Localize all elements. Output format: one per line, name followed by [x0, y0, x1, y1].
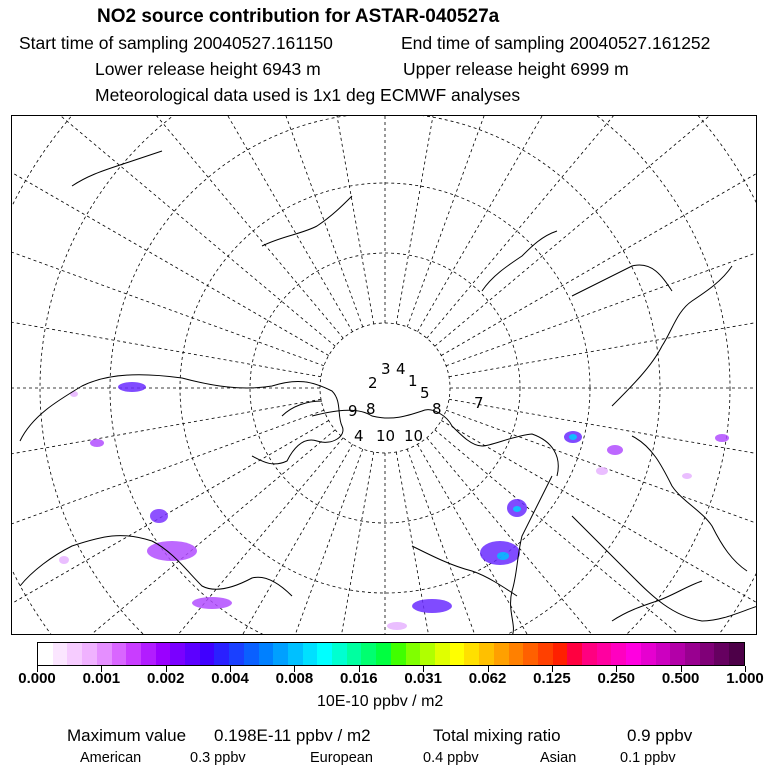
plume-patch: [192, 597, 232, 609]
colorbar-cell: [538, 643, 553, 665]
colorbar-cell: [170, 643, 185, 665]
plume-patch: [607, 445, 623, 455]
meridian-line: [12, 232, 321, 377]
colorbar-cell: [641, 643, 656, 665]
colorbar-cell: [685, 643, 700, 665]
trajectory-marker: 9: [348, 402, 358, 420]
trajectory-marker: 10: [404, 427, 424, 445]
meridian-line: [12, 116, 329, 356]
colorbar-cell: [729, 643, 744, 665]
colorbar-cell: [38, 643, 53, 665]
colorbar-cell: [82, 643, 97, 665]
upper-height-text: Upper release height 6999 m: [403, 59, 629, 79]
colorbar-cell: [523, 643, 538, 665]
coastline: [612, 266, 732, 406]
meridian-line: [12, 116, 324, 366]
trajectory-marker: 3: [381, 360, 391, 378]
meridian-line: [12, 116, 343, 338]
colorbar-tick-label: 0.000: [18, 670, 56, 687]
colorbar-cell: [670, 643, 685, 665]
colorbar-cell: [200, 643, 215, 665]
meridian-line: [12, 399, 321, 544]
colorbar-cell: [406, 643, 421, 665]
plume-patch: [387, 622, 407, 630]
colorbar-cell: [288, 643, 303, 665]
coastline: [482, 231, 557, 291]
colorbar-cell: [626, 643, 641, 665]
colorbar: [37, 642, 745, 666]
coastline: [72, 151, 162, 186]
colorbar-cell: [450, 643, 465, 665]
european-label: European: [310, 750, 373, 766]
colorbar-cell: [303, 643, 318, 665]
plume-patch: [150, 509, 168, 523]
colorbar-cell: [464, 643, 479, 665]
max-value: 0.198E-11 ppbv / m2: [214, 726, 371, 745]
colorbar-cell: [244, 643, 259, 665]
trajectory-marker: 7: [474, 394, 484, 412]
colorbar-cell: [656, 643, 671, 665]
coastline: [612, 581, 702, 621]
colorbar-cell: [317, 643, 332, 665]
colorbar-cell: [141, 643, 156, 665]
colorbar-cell: [567, 643, 582, 665]
trajectory-marker: 5: [420, 384, 430, 402]
colorbar-tick-label: 0.016: [340, 670, 378, 687]
trajectory-marker: 2: [368, 374, 378, 392]
meridian-line: [396, 116, 541, 324]
plume-patch: [682, 473, 692, 479]
colorbar-cell: [391, 643, 406, 665]
meridian-line: [12, 438, 343, 635]
total-mixing-ratio-value: 0.9 ppbv: [627, 726, 693, 745]
meridian-line: [229, 116, 374, 324]
colorbar-cell: [494, 643, 509, 665]
trajectory-markers: [348, 360, 484, 445]
colorbar-cell: [700, 643, 715, 665]
lower-height-text: Lower release height 6943 m: [95, 59, 321, 79]
trajectory-marker: 4: [396, 360, 406, 378]
colorbar-tick-label: 0.001: [82, 670, 121, 687]
meridian-line: [427, 116, 757, 338]
total-mixing-ratio-label: Total mixing ratio: [433, 726, 561, 745]
plume-patch: [497, 552, 509, 560]
colorbar-cell: [67, 643, 82, 665]
colorbar-cell: [479, 643, 494, 665]
colorbar-cell: [53, 643, 68, 665]
plume-patch: [118, 382, 146, 392]
meridian-line: [12, 410, 324, 635]
meridian-line: [449, 232, 757, 377]
colorbar-cell: [347, 643, 362, 665]
colorbar-cell: [553, 643, 568, 665]
start-time-text: Start time of sampling 20040527.161150: [19, 33, 333, 53]
colorbar-tick-label: 0.008: [275, 670, 314, 687]
colorbar-cell: [156, 643, 171, 665]
plume-patch: [569, 434, 577, 440]
colorbar-cell: [97, 643, 112, 665]
plume-patch: [596, 467, 608, 475]
colorbar-cell: [112, 643, 127, 665]
colorbar-cell: [714, 643, 729, 665]
colorbar-tick-label: 0.004: [211, 670, 249, 687]
colorbar-tick-label: 0.125: [533, 670, 571, 687]
colorbar-tick-label: 0.500: [661, 670, 700, 687]
colorbar-tick-label: 0.250: [597, 670, 636, 687]
coastline: [262, 196, 352, 246]
plume-patch: [70, 391, 78, 397]
colorbar-cell: [229, 643, 244, 665]
plume-patch: [59, 556, 69, 564]
coastline: [282, 401, 322, 416]
colorbar-tick-label: 0.031: [404, 670, 442, 687]
trajectory-marker: 1: [408, 372, 418, 390]
end-time-text: End time of sampling 20040527.161252: [401, 33, 711, 53]
trajectory-marker: 4: [354, 427, 364, 445]
colorbar-ticks: [37, 666, 745, 672]
polar-map: [11, 115, 757, 635]
colorbar-cell: [273, 643, 288, 665]
meridian-line: [418, 444, 758, 635]
max-value-label: Maximum value: [67, 726, 187, 745]
meridian-line: [12, 444, 353, 635]
latitude-circle: [250, 253, 520, 523]
american-value: 0.3 ppbv: [190, 750, 246, 766]
colorbar-cell: [435, 643, 450, 665]
european-value: 0.4 ppbv: [423, 750, 479, 766]
coastline: [572, 516, 757, 621]
meridian-line: [12, 421, 329, 636]
plume-patch: [147, 541, 197, 561]
american-label: American: [80, 750, 142, 766]
meridian-line: [435, 430, 757, 635]
coastline: [572, 265, 672, 296]
colorbar-cell: [126, 643, 141, 665]
colorbar-cell: [597, 643, 612, 665]
asian-value: 0.1 ppbv: [620, 750, 676, 766]
plume-patch: [90, 439, 104, 447]
map-canvas: [12, 116, 757, 635]
colorbar-cell: [214, 643, 229, 665]
plume-patch: [412, 599, 452, 613]
colorbar-unit: 10E-10 ppbv / m2: [317, 693, 444, 710]
plot-title: NO2 source contribution for ASTAR-040527a: [97, 6, 500, 27]
coastlines: [20, 151, 757, 635]
colorbar-tick-label: 1.000: [726, 670, 764, 687]
trajectory-marker: 8: [366, 400, 376, 418]
trajectory-marker: 8: [432, 400, 442, 418]
colorbar-cell: [582, 643, 597, 665]
meridian-line: [441, 116, 757, 356]
meridian-line: [446, 116, 757, 366]
colorbar-tick-label: 0.062: [468, 670, 507, 687]
meridian-line: [12, 116, 335, 346]
meridian-line: [77, 116, 363, 327]
colorbar-cell: [509, 643, 524, 665]
colorbar-cell: [611, 643, 626, 665]
colorbar-cell: [259, 643, 274, 665]
plume-patch: [715, 434, 729, 442]
colorbar-cell: [376, 643, 391, 665]
colorbar-cell: [361, 643, 376, 665]
plume-patch: [513, 506, 521, 512]
meridian-line: [12, 116, 353, 332]
trajectory-marker: 10: [376, 427, 396, 445]
meridian-line: [441, 421, 757, 636]
colorbar-cell: [420, 643, 435, 665]
asian-label: Asian: [540, 750, 577, 766]
colorbar-cell: [332, 643, 347, 665]
meridian-line: [435, 116, 757, 346]
meridian-line: [407, 116, 693, 327]
colorbar-cell: [185, 643, 200, 665]
colorbar-tick-label: 0.002: [146, 670, 185, 687]
met-data-text: Meteorological data used is 1x1 deg ECMWF analyses: [95, 85, 521, 105]
meridian-line: [418, 116, 758, 332]
